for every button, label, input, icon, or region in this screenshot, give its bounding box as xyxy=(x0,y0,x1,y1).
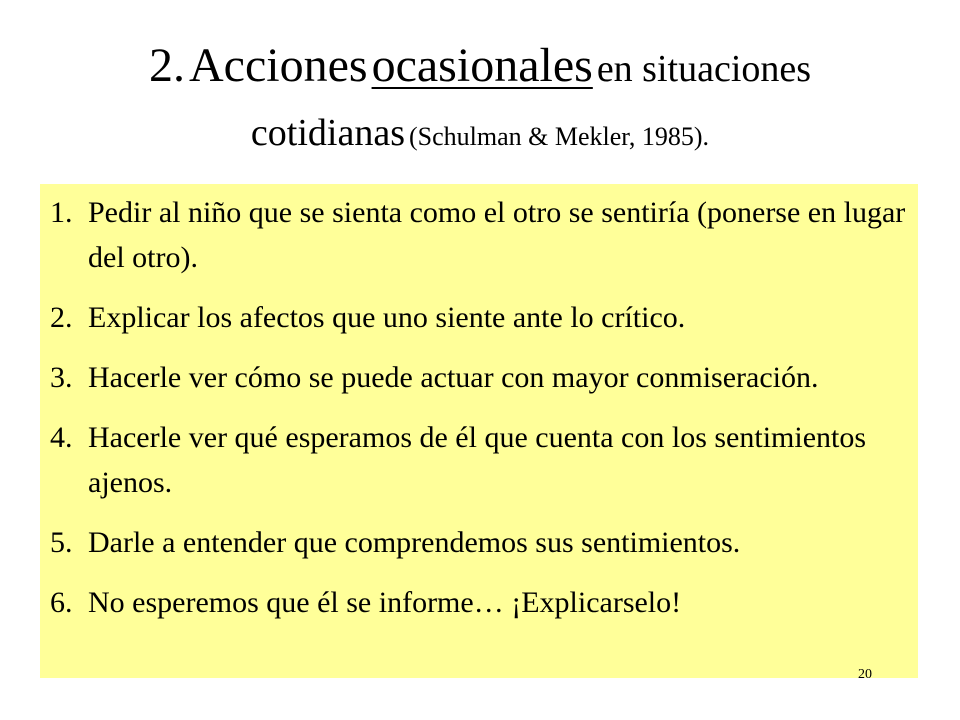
list-item xyxy=(50,355,910,400)
title-word-ocasionales: ocasionales xyxy=(371,39,593,92)
list-item-number: 5. xyxy=(50,526,73,559)
list-item-number: 2. xyxy=(50,301,73,334)
list-item-text: Darle a entender que comprendemos sus sentimientos. xyxy=(88,526,741,559)
list-item xyxy=(50,520,910,565)
list-item-text: Hacerle ver cómo se puede actuar con mayor conmiseración. xyxy=(88,361,819,394)
action-list xyxy=(50,190,910,640)
list-item-text: Explicar los afectos que uno siente ante lo crítico. xyxy=(88,301,686,334)
list-item-text: Hacerle ver qué esperamos de él que cuenta con los sentimientos ajenos. xyxy=(88,421,867,499)
list-item xyxy=(50,295,910,340)
list-item-number: 1. xyxy=(50,196,73,229)
list-item-number: 6. xyxy=(50,586,73,619)
slide-title xyxy=(40,38,920,169)
list-item-text: No esperemos que él se informe… ¡Explicarselo! xyxy=(88,586,682,619)
list-item xyxy=(50,190,910,280)
title-word-acciones: Acciones xyxy=(188,39,368,92)
title-citation: (Schulman & Mekler, 1985). xyxy=(408,122,710,151)
title-phrase-en-situaciones: en situaciones xyxy=(596,48,812,90)
list-item-text: Pedir al niño que se sienta como el otro se sentiría (ponerse en lugar del otro). xyxy=(88,196,906,274)
list-item-number: 4. xyxy=(50,421,73,454)
title-number: 2. xyxy=(148,39,185,92)
list-item xyxy=(50,580,910,625)
slide-number: 20 xyxy=(858,667,872,682)
title-word-cotidianas: cotidianas xyxy=(250,112,405,154)
list-item-number: 3. xyxy=(50,361,73,394)
list-item xyxy=(50,415,910,505)
